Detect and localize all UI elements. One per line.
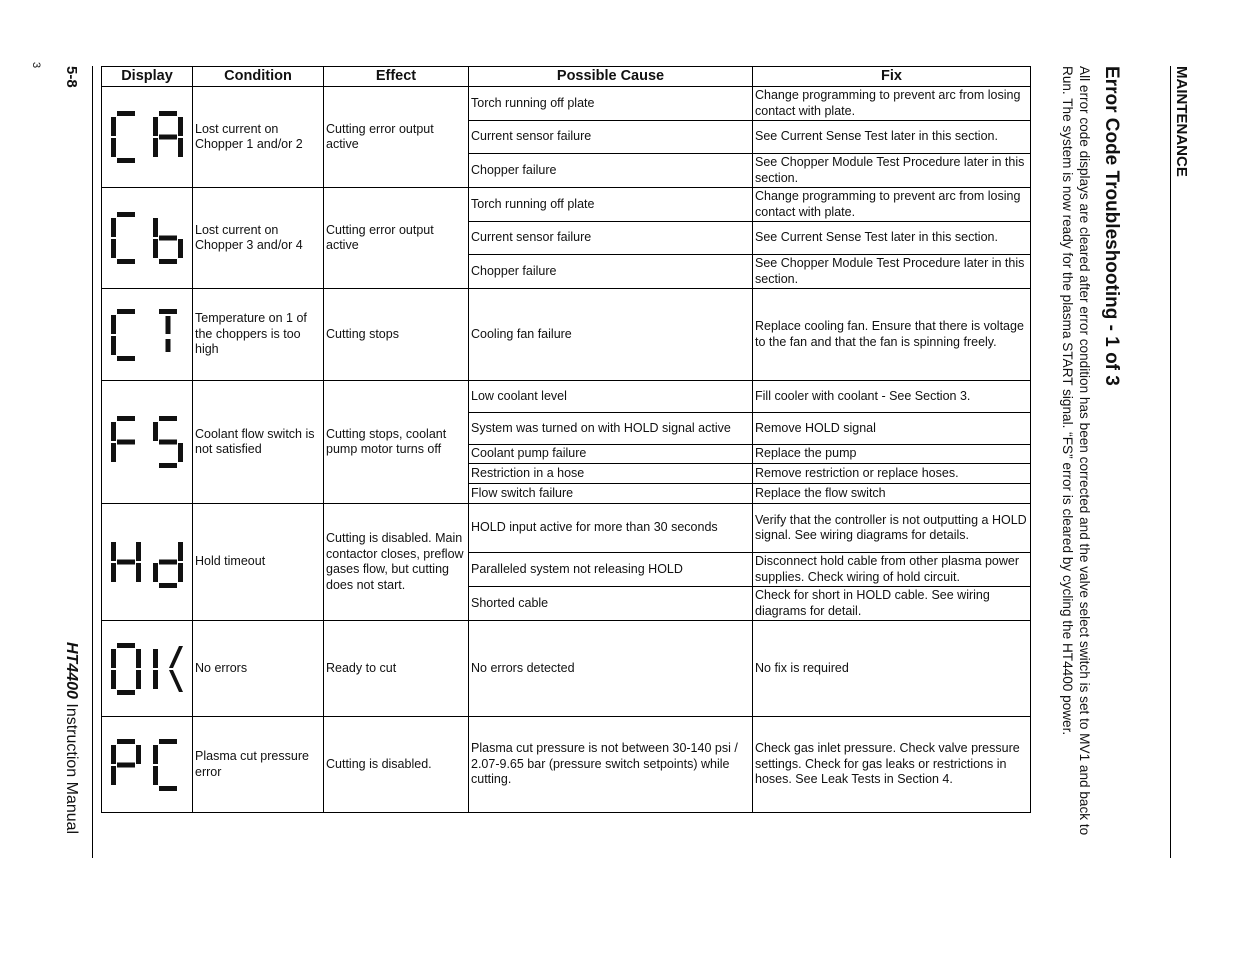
fix-cell: See Chopper Module Test Procedure later in this section.: [753, 255, 1031, 289]
table-row: [102, 381, 1031, 413]
possible-cause-cell: HOLD input active for more than 30 seconds: [469, 504, 753, 553]
possible-cause-cell: Cooling fan failure: [469, 289, 753, 381]
fix-cell: Check gas inlet pressure. Check valve pressure settings. Check for gas leaks or restrictions in hoses. See Leak Tests in Section 4.: [753, 717, 1031, 813]
left-margin-rule: [92, 66, 93, 858]
seven-segment-display-icon: [102, 212, 192, 264]
possible-cause-cell: No errors detected: [469, 621, 753, 717]
table-row: [102, 87, 1031, 121]
effect-cell: Cutting stops: [324, 289, 469, 381]
fix-cell: Replace cooling fan. Ensure that there is voltage to the fan and that the fan is spinning freely.: [753, 289, 1031, 381]
condition-cell: Hold timeout: [193, 504, 324, 621]
manual-suffix: Instruction Manual: [63, 698, 80, 835]
fix-cell: Disconnect hold cable from other plasma power supplies. Check wiring of hold circuit.: [753, 553, 1031, 587]
possible-cause-cell: Coolant pump failure: [469, 445, 753, 464]
error-display-ca: [102, 87, 193, 188]
condition-cell: Lost current on Chopper 3 and/or 4: [193, 188, 324, 289]
fix-cell: Replace the flow switch: [753, 484, 1031, 504]
fix-cell: Verify that the controller is not outputting a HOLD signal. See wiring diagrams for details.: [753, 504, 1031, 553]
possible-cause-cell: System was turned on with HOLD signal active: [469, 413, 753, 445]
possible-cause-cell: Current sensor failure: [469, 121, 753, 154]
possible-cause-cell: Current sensor failure: [469, 222, 753, 255]
possible-cause-cell: Chopper failure: [469, 255, 753, 289]
table-row: [102, 717, 1031, 813]
header-effect: Effect: [324, 67, 469, 87]
section-number: 5-8: [63, 66, 80, 88]
fix-cell: See Chopper Module Test Procedure later in this section.: [753, 154, 1031, 188]
header-possible-cause: Possible Cause: [469, 67, 753, 87]
manual-model: HT4400: [63, 642, 80, 699]
seven-segment-display-icon: [102, 643, 192, 695]
error-display-hd: [102, 504, 193, 621]
fix-cell: Change programming to prevent arc from losing contact with plate.: [753, 87, 1031, 121]
possible-cause-cell: Chopper failure: [469, 154, 753, 188]
possible-cause-cell: Restriction in a hose: [469, 464, 753, 484]
manual-footer: [62, 642, 80, 834]
effect-cell: Cutting is disabled. Main contactor closes, preflow gases flow, but cutting does not start.: [324, 504, 469, 621]
table-row: [102, 188, 1031, 222]
seven-segment-display-icon: [102, 309, 192, 361]
fix-cell: Fill cooler with coolant - See Section 3.: [753, 381, 1031, 413]
fix-cell: Remove restriction or replace hoses.: [753, 464, 1031, 484]
effect-cell: Ready to cut: [324, 621, 469, 717]
intro-paragraph: All error code displays are cleared after error condition has been corrected and the valve select switch is set to MV1 and back to Run. The system is now ready for the plasma START signal. “FS” error is cleared by cycling the HT4400 power.: [1060, 66, 1092, 836]
effect-cell: Cutting is disabled.: [324, 717, 469, 813]
condition-cell: Plasma cut pressure error: [193, 717, 324, 813]
error-display-cb: [102, 188, 193, 289]
fix-cell: See Current Sense Test later in this section.: [753, 121, 1031, 154]
possible-cause-cell: Paralleled system not releasing HOLD: [469, 553, 753, 587]
effect-cell: Cutting error output active: [324, 188, 469, 289]
seven-segment-display-icon: [102, 416, 192, 468]
fix-cell: Replace the pump: [753, 445, 1031, 464]
page-title: Error Code Troubleshooting - 1 of 3: [1101, 66, 1122, 386]
fix-cell: Remove HOLD signal: [753, 413, 1031, 445]
seven-segment-display-icon: [102, 739, 192, 791]
page-marker: 3: [30, 62, 42, 69]
seven-segment-display-icon: [102, 536, 192, 588]
header-fix: Fix: [753, 67, 1031, 87]
possible-cause-cell: Torch running off plate: [469, 188, 753, 222]
possible-cause-cell: Torch running off plate: [469, 87, 753, 121]
seven-segment-display-icon: [102, 111, 192, 163]
table-row: [102, 621, 1031, 717]
effect-cell: Cutting error output active: [324, 87, 469, 188]
error-display-ct: [102, 289, 193, 381]
possible-cause-cell: Low coolant level: [469, 381, 753, 413]
effect-cell: Cutting stops, coolant pump motor turns off: [324, 381, 469, 504]
section-header: MAINTENANCE: [1173, 66, 1190, 177]
fix-cell: See Current Sense Test later in this section.: [753, 222, 1031, 255]
possible-cause-cell: Plasma cut pressure is not between 30-140 psi / 2.07-9.65 bar (pressure switch setpoints) while cutting.: [469, 717, 753, 813]
header-condition: Condition: [193, 67, 324, 87]
error-code-table: [101, 66, 1031, 813]
error-display-fs: [102, 381, 193, 504]
possible-cause-cell: Flow switch failure: [469, 484, 753, 504]
right-margin-rule: [1170, 66, 1171, 858]
fix-cell: Check for short in HOLD cable. See wiring diagrams for detail.: [753, 587, 1031, 621]
table-row: [102, 289, 1031, 381]
table-row: [102, 504, 1031, 553]
table-header-row: [102, 67, 1031, 87]
header-display: Display: [102, 67, 193, 87]
fix-cell: No fix is required: [753, 621, 1031, 717]
condition-cell: Coolant flow switch is not satisfied: [193, 381, 324, 504]
condition-cell: Lost current on Chopper 1 and/or 2: [193, 87, 324, 188]
error-display-ok: [102, 621, 193, 717]
table-body: [102, 87, 1031, 813]
condition-cell: Temperature on 1 of the choppers is too high: [193, 289, 324, 381]
possible-cause-cell: Shorted cable: [469, 587, 753, 621]
fix-cell: Change programming to prevent arc from losing contact with plate.: [753, 188, 1031, 222]
error-display-pc: [102, 717, 193, 813]
condition-cell: No errors: [193, 621, 324, 717]
